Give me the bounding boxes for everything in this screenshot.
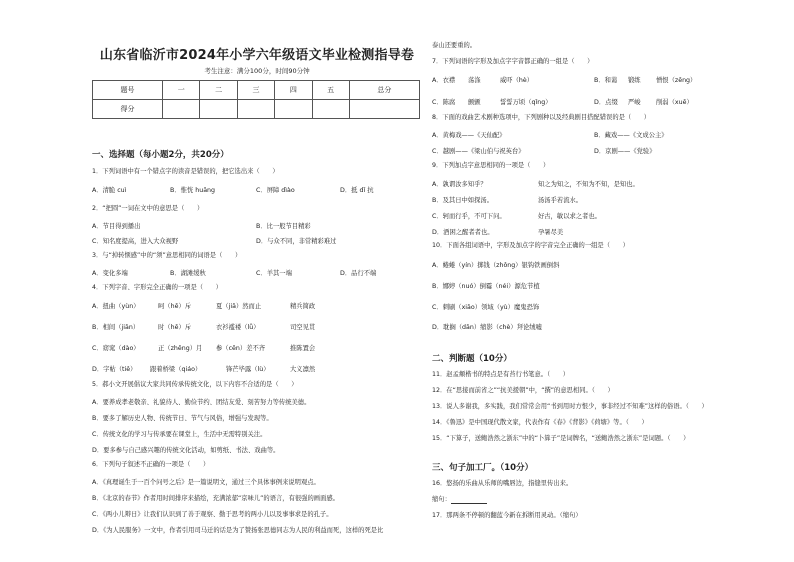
option: A．要养成孝老敬亲、礼貌待人、勤俭节约、团结友爱、刻苦努力等传统美德。	[92, 399, 311, 406]
option: 跟着桥梁（qiáo）	[150, 366, 202, 373]
option: 颤颤	[468, 99, 481, 106]
score-cell: 一	[163, 81, 200, 100]
score-cell: 四	[275, 81, 312, 100]
section-title-sentence: 三、句子加工厂。（10分）	[432, 463, 534, 473]
score-cell: 总分	[349, 81, 419, 100]
question-6: 6．下列句子叙述不正确的一项是（ ）	[92, 461, 210, 468]
score-input-cell[interactable]	[275, 100, 312, 119]
score-value-row	[93, 100, 420, 119]
option: 削弱（xuē）	[656, 99, 693, 106]
question-4: 4．下列字音、字形完全正确的一项是（ ）	[92, 284, 222, 291]
question-9: 9．下列加点字意思相同的一项是（ ）	[432, 162, 550, 169]
option: B．娜婷（nuó）倒霉（néi）源危节植	[432, 283, 540, 290]
score-header-row	[93, 81, 420, 100]
option: 呵（hē）斥	[158, 303, 192, 310]
option: D．与众不同，非常精彩难过	[256, 238, 337, 245]
option: D．耽搁（dān）缩影（chè）拜论绒嘘	[432, 324, 542, 331]
option: C．知名度提高，进入大众视野	[92, 238, 179, 245]
judge-15: 15．“下算子，送鲍浩然之浙东”中的“卜算子”是词牌名，“送鲍浩然之浙东”是词题。（ ）	[432, 435, 690, 442]
option: 司空见贯	[290, 324, 316, 331]
option: A．黄梅戏——《天仙配》	[432, 132, 506, 139]
option: 推陈置会	[290, 345, 316, 352]
option: 孕暑尽美	[538, 229, 564, 236]
option: 好古，敏以求之者也。	[538, 213, 601, 220]
score-input-cell[interactable]	[200, 100, 237, 119]
option: B．惟恍 huāng	[170, 187, 216, 194]
option: A．蜷蜷（yín）掷钱（zhǒng）银钩铁画倒斜	[432, 262, 560, 269]
option: A．《真理诞生于一百个问号之后》是一篇说明文，通过三个具体事例来说明观点。	[92, 479, 320, 486]
option: D．抵 dǐ 抗	[340, 187, 374, 194]
option: C．刺刷（xiāo）领域（yù）魔鬼恐饰	[432, 304, 540, 311]
option: 荡涤	[468, 77, 481, 84]
option: C．传统文化的学习与传承要在课堂上，生活中无需特别关注。	[92, 431, 267, 438]
option: C．轲而行乎，不可下问。	[432, 213, 506, 220]
score-cell: 题号	[93, 81, 163, 100]
option: 严峻	[628, 99, 641, 106]
answer-label: 缩句：	[432, 496, 451, 503]
question-1: 1．下列词语中有一个错点字的读音是错误的，把它选出来（ ）	[92, 168, 279, 175]
score-input-cell[interactable]	[237, 100, 274, 119]
option: 憎恨（zēng）	[656, 77, 697, 84]
option: D．酒困之醒者者也。	[432, 229, 494, 236]
option: B．湖滩缓秋	[170, 270, 206, 277]
option: 衣衫褴褛（lǚ）	[216, 324, 260, 331]
option: 誓誓万顷（qǐng）	[500, 99, 552, 106]
option: B．及其日中如探汤。	[432, 197, 493, 204]
option: 锋芒毕露（lù）	[226, 366, 270, 373]
option: 正（zhēng）月	[158, 345, 203, 352]
sentence-16-answer	[432, 496, 487, 504]
option: A．孰谓汝多知乎？	[432, 181, 487, 188]
judge-13: 13．说人多谢我，多实践，我们常常会用“书到用时方恨少，事非经过不知难”这样的俗语。（ ）	[432, 403, 708, 410]
option: 锻练	[628, 77, 641, 84]
judge-14: 14．《鲁迅》是中国现代散文家，代表作有《春》《背影》《荷塘》等。（ ）	[432, 419, 648, 426]
score-cell: 三	[237, 81, 274, 100]
option: B．比一般节目精彩	[256, 223, 311, 230]
option: D．点缀	[594, 99, 618, 106]
score-input-cell[interactable]	[163, 100, 200, 119]
score-cell: 得分	[93, 100, 163, 119]
option: B．《北京的春节》作者用时间排序来描绘，充满浓郁“京味儿”的语言，有很强的画面感。	[92, 495, 339, 502]
question-6-continued: 泰山还要重的。	[432, 42, 477, 49]
sentence-17: 17．那两条不停顿的翻蓝今新在拆断用灵动。（缩句）	[432, 512, 582, 519]
sentence-16: 16．悠扬的乐曲从乐师的嘴唇边，指缝里传出来。	[432, 480, 573, 487]
option: B．相间（jiān）	[92, 324, 140, 331]
option: A．节目得到播出	[92, 223, 141, 230]
section-title-choice: 一、选择题（每小题2分，共20分）	[92, 150, 229, 160]
option: C．陈腐	[432, 99, 456, 106]
score-table	[92, 80, 420, 119]
judge-11: 11．赵孟頫楷书的特点是有苔行书笔意。（ ）	[432, 371, 570, 378]
option: D．字帖（tiě）	[92, 366, 137, 373]
question-7: 7．下列词语的字形及加点字字音都正确的一组是（ ）	[432, 58, 594, 65]
option: B．藏戏——《文成公主》	[594, 132, 668, 139]
answer-blank[interactable]	[451, 497, 487, 504]
question-8: 8．下面的戏曲艺术剧种选项中，下列剧种以及经典剧目搭配错误的是（ ）	[432, 114, 651, 121]
option: 精兵简政	[290, 303, 316, 310]
option: A．清脆 cuì	[92, 187, 127, 194]
score-cell: 二	[200, 81, 237, 100]
option: 汤汤乎若流水。	[538, 197, 583, 204]
option: 大义凛然	[290, 366, 316, 373]
option: A．扭曲（yùn）	[92, 303, 140, 310]
option: 时（hē）斥	[158, 324, 192, 331]
option: 威吓（hè）	[500, 77, 534, 84]
option: C．羊其一端	[256, 270, 292, 277]
score-input-cell[interactable]	[312, 100, 349, 119]
option: D．品行不端	[340, 270, 377, 277]
option: 夏（jiā）然而止	[216, 303, 262, 310]
option: B．和蔼	[594, 77, 618, 84]
exam-notice: 考生注意：满分100分，时间90分钟	[204, 67, 310, 75]
option: D．京剧——《党验》	[594, 148, 656, 155]
option: D．要多参与自己感兴趣的传统文化活动，如剪纸、书法、戏曲等。	[92, 447, 280, 454]
option: D．《为人民服务》一文中，作者引用司马迁的话是为了赞扬张思德同志为人民的利益而死，这样的死是比	[92, 527, 384, 534]
question-3: 3．与“掉转惬感”中的“须”意思相同的词语是（ ）	[92, 252, 242, 259]
option: C．窈窕（dào）	[92, 345, 140, 352]
score-cell: 五	[312, 81, 349, 100]
question-2: 2．“把圆”一词在文中的意思是（ ）	[92, 205, 204, 212]
exam-title: 山东省临沂市2024年小学六年级语文毕业检测指导卷	[99, 48, 415, 63]
section-title-judge: 二、判断题（10分）	[432, 354, 512, 364]
option: 参（cēn）差不齐	[216, 345, 266, 352]
option: C．越剧——《梁山伯与祝英台》	[432, 148, 525, 155]
question-10: 10．下面各组词语中，字形及加点字的字音完全正确的一组是（ ）	[432, 242, 629, 249]
option: C．《两小儿辩日》让我们认识到了善于观察、勤于思考的两小儿以及事事求是的孔子。	[92, 511, 333, 518]
option: A．衣襟	[432, 77, 456, 84]
score-input-cell[interactable]	[349, 100, 419, 119]
option: C．屏障 dìào	[256, 187, 295, 194]
question-5: 5．郝小文开展倡议大家共同传承传统文化，以下内容不合适的是（ ）	[92, 381, 298, 388]
option: A．变化多端	[92, 270, 128, 277]
judge-12: 12．在“思接而前省之”“抗美援朝”中，“撰”的意思相同。（ ）	[432, 387, 614, 394]
option: B．要多了解历史人物、传统节日、节气与风俗，增强与发现等。	[92, 415, 273, 422]
option: 知之为知之，不知为不知，是知也。	[538, 181, 639, 188]
